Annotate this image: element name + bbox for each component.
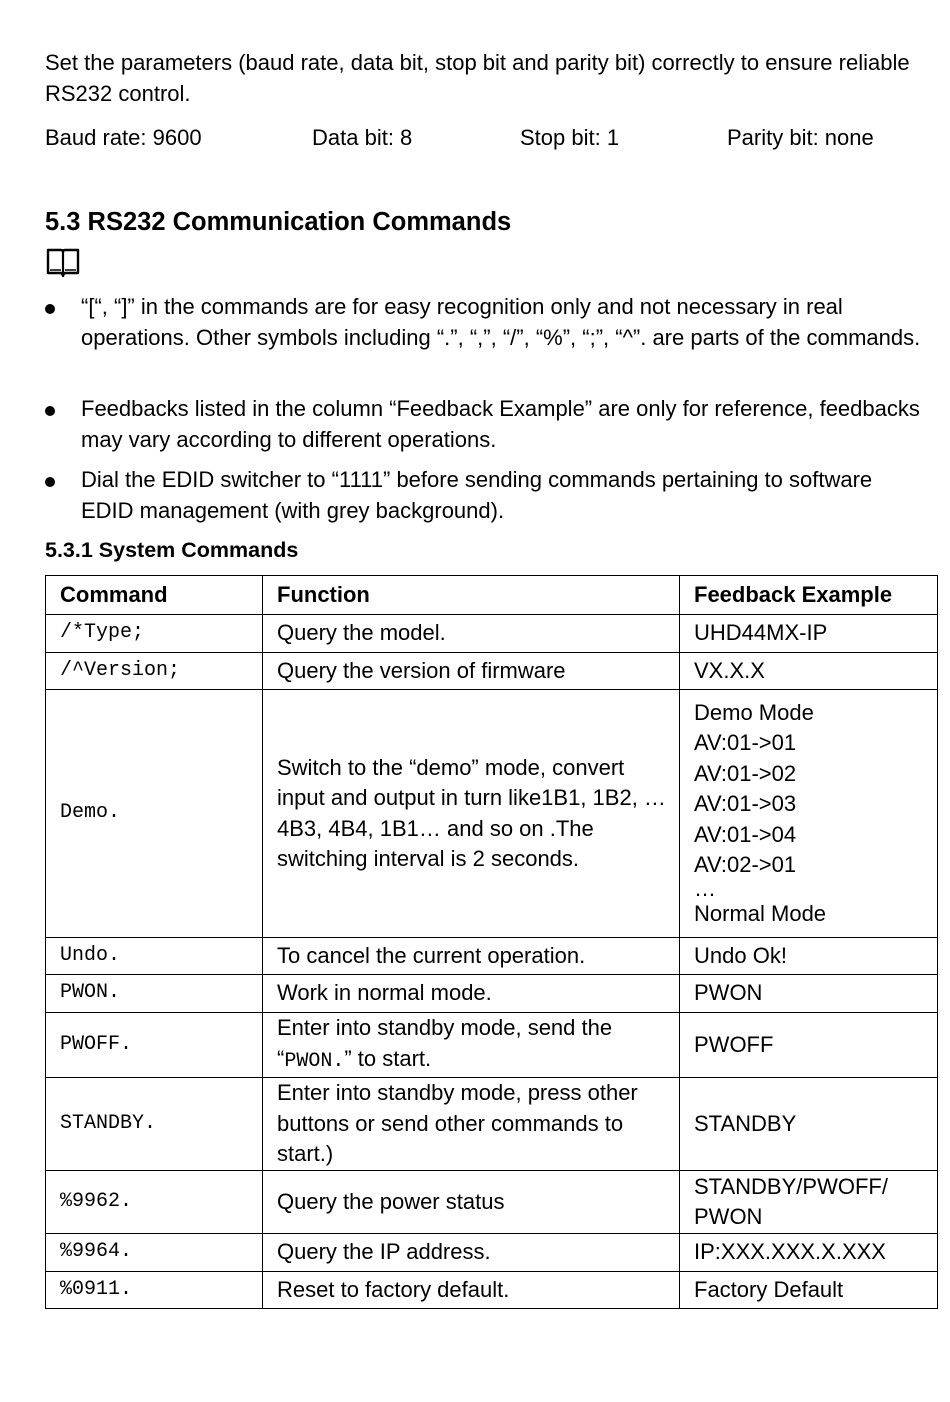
table-row: [46, 653, 938, 690]
table-row: [46, 690, 938, 938]
stop-bit: Stop bit: 1: [520, 125, 620, 150]
feedback-cell: STANDBY/PWOFF/ PWON: [680, 1171, 938, 1234]
book-icon: [46, 247, 80, 277]
function-cell: Query the version of firmware: [263, 653, 680, 690]
function-cell: Query the IP address.: [263, 1234, 680, 1272]
command-cell: PWON.: [46, 975, 263, 1013]
data-bit: Data bit: 8: [312, 125, 413, 150]
command-cell: STANDBY.: [46, 1078, 263, 1171]
bullet-dot-icon: [45, 304, 55, 314]
feedback-cell: Factory Default: [680, 1272, 938, 1309]
table-row: [46, 1078, 938, 1171]
feedback-cell: PWOFF: [680, 1013, 938, 1078]
function-text: Enter into standby mode, send the “: [277, 1015, 613, 1071]
command-cell: PWOFF.: [46, 1013, 263, 1078]
function-text: ” to start.: [344, 1045, 432, 1071]
bullet-dot-icon: [45, 477, 55, 487]
note-text: Feedbacks listed in the column “Feedback Example” are only for reference, feedbacks may vary according to different operations.: [81, 396, 920, 452]
table-row: [46, 615, 938, 653]
feedback-cell: UHD44MX-IP: [680, 615, 938, 653]
feedback-line: AV:01->01: [694, 730, 797, 756]
feedback-line: AV:01->02: [694, 760, 797, 786]
command-cell: Demo.: [46, 690, 263, 938]
table-header-row: [46, 576, 938, 615]
command-cell: /*Type;: [46, 615, 263, 653]
serial-parameters: [45, 122, 937, 153]
function-cell: Query the model.: [263, 615, 680, 653]
function-cell: Reset to factory default.: [263, 1272, 680, 1309]
command-cell: /^Version;: [46, 653, 263, 690]
baud-rate: Baud rate: 9600: [45, 125, 202, 150]
function-cell: [263, 1013, 680, 1078]
parity-bit: Parity bit: none: [727, 125, 874, 150]
table-row: [46, 938, 938, 975]
command-cell: %0911.: [46, 1272, 263, 1309]
header-feedback: Feedback Example: [680, 576, 938, 615]
table-row: [46, 1234, 938, 1272]
bullet-dot-icon: [45, 406, 55, 416]
section-title: 5.3 RS232 Communication Commands: [45, 208, 512, 236]
feedback-cell: STANDBY: [680, 1078, 938, 1171]
feedback-line: Normal Mode: [694, 900, 827, 926]
feedback-cell: [680, 690, 938, 938]
header-command: Command: [46, 576, 263, 615]
command-cell: %9964.: [46, 1234, 263, 1272]
feedback-cell: Undo Ok!: [680, 938, 938, 975]
note-item: [45, 291, 925, 353]
feedback-line: AV:01->04: [694, 821, 797, 847]
note-text: “[“, “]” in the commands are for easy recognition only and not necessary in real operations. Other symbols including “.”, “,”, “/”, “%”, “;”, “^”. are parts of the commands.: [81, 294, 921, 350]
table-row: [46, 1272, 938, 1309]
command-cell: %9962.: [46, 1171, 263, 1234]
feedback-cell: PWON: [680, 975, 938, 1013]
table-row: [46, 1171, 938, 1234]
feedback-line: AV:02->01: [694, 852, 797, 878]
system-commands-table: [45, 575, 938, 1309]
feedback-line: AV:01->03: [694, 791, 797, 817]
function-cell: To cancel the current operation.: [263, 938, 680, 975]
note-item: [45, 464, 925, 526]
note-text: Dial the EDID switcher to “1111” before sending commands pertaining to software EDID management (with grey background).: [81, 467, 873, 523]
feedback-line: Demo Mode: [694, 699, 814, 725]
table-row: [46, 1013, 938, 1078]
function-cell: Switch to the “demo” mode, convert input and output in turn like1B1, 1B2, …4B3, 4B4, 1B1… and so on .The switching interval is 2 seconds.: [263, 690, 680, 938]
function-cell: Work in normal mode.: [263, 975, 680, 1013]
feedback-cell: IP:XXX.XXX.X.XXX: [680, 1234, 938, 1272]
inline-command: PWON.: [284, 1049, 345, 1073]
subsection-title: 5.3.1 System Commands: [45, 538, 299, 562]
feedback-cell: VX.X.X: [680, 653, 938, 690]
table-row: [46, 975, 938, 1013]
note-item: [45, 393, 925, 455]
feedback-ellipsis: …: [694, 875, 716, 901]
intro-paragraph: Set the parameters (baud rate, data bit, stop bit and parity bit) correctly to ensure reliable RS232 control.: [45, 50, 910, 106]
header-function: Function: [263, 576, 680, 615]
command-cell: Undo.: [46, 938, 263, 975]
function-cell: Query the power status: [263, 1171, 680, 1234]
function-cell: Enter into standby mode, press other buttons or send other commands to start.): [263, 1078, 680, 1171]
